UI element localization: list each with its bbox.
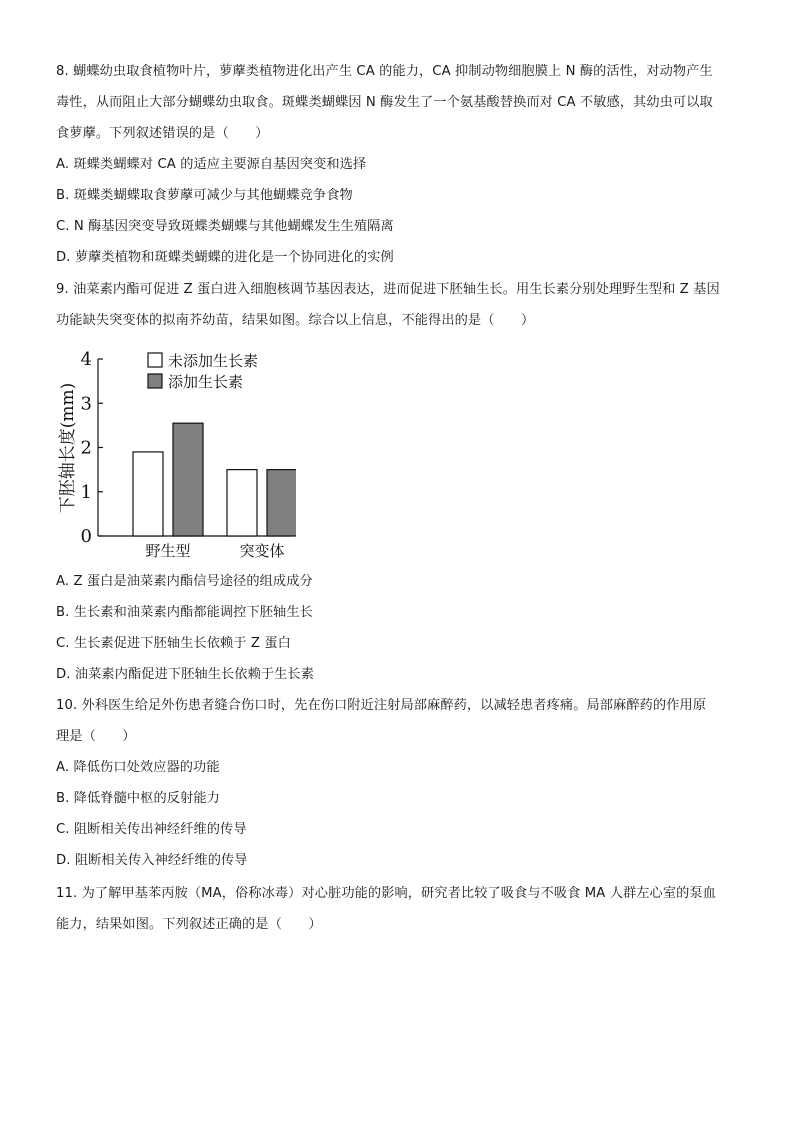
legend-swatch (148, 374, 162, 388)
q9-option-d: D. 油菜素内酯促进下胚轴生长依赖于生长素 (56, 667, 315, 682)
q9-stem-line-1: 9. 油菜素内酯可促进 Z 蛋白进入细胞核调节基因表达，进而促进下胚轴生长。用生长素分别处理野生型和 Z 基因 (56, 282, 720, 297)
y-tick-label: 0 (80, 526, 92, 547)
chart-bars (133, 423, 296, 536)
q9-stem-line-2: 功能缺失突变体的拟南芥幼苗，结果如图。综合以上信息，不能得出的是（ ） (56, 313, 535, 328)
q10-stem-line-2: 理是（ ） (56, 729, 136, 744)
y-axis-label: 下胚轴长度(mm) (58, 382, 78, 514)
legend-swatch (148, 353, 162, 367)
q8-stem-line-1: 8. 蝴蝶幼虫取食植物叶片，萝藦类植物进化出产生 CA 的能力，CA 抑制动物细胞膜上 N 酶的活性，对动物产生 (56, 64, 713, 79)
q8-stem-line-3: 食萝藦。下列叙述错误的是（ ） (56, 126, 269, 141)
y-tick-label: 2 (80, 437, 92, 459)
y-tick-label: 4 (80, 349, 92, 370)
q10-option-d: D. 阻断相关传入神经纤维的传导 (56, 853, 248, 868)
q10-option-b: B. 降低脊髓中枢的反射能力 (56, 791, 220, 806)
legend-label: 添加生长素 (168, 373, 244, 391)
q8-option-d: D. 萝藦类植物和斑蝶类蝴蝶的进化是一个协同进化的实例 (56, 250, 394, 265)
x-tick-label: 野生型 (145, 542, 191, 560)
q10-stem-line-1: 10. 外科医生给足外伤患者缝合伤口时，先在伤口附近注射局部麻醉药，以减轻患者疼痛。局部麻醉药的作用原 (56, 698, 707, 713)
x-tick-label: 突变体 (239, 542, 285, 560)
bar (227, 470, 257, 536)
y-tick-label: 1 (80, 481, 92, 503)
bar (267, 470, 296, 536)
bar (133, 452, 163, 536)
q8-stem-line-2: 毒性，从而阻止大部分蝴蝶幼虫取食。斑蝶类蝴蝶因 N 酶发生了一个氨基酸替换而对 CA 不敏感，其幼虫可以取 (56, 95, 713, 110)
q10-option-a: A. 降低伤口处效应器的功能 (56, 760, 220, 775)
q11-stem-line-2: 能力，结果如图。下列叙述正确的是（ ） (56, 917, 322, 932)
hypocotyl-bar-chart (56, 344, 296, 564)
q9-option-b: B. 生长素和油菜素内酯都能调控下胚轴生长 (56, 605, 313, 620)
q9-option-c: C. 生长素促进下胚轴生长依赖于 Z 蛋白 (56, 636, 291, 651)
q10-option-c: C. 阻断相关传出神经纤维的传导 (56, 822, 247, 837)
bar (173, 423, 203, 536)
q8-option-b: B. 斑蝶类蝴蝶取食萝藦可减少与其他蝴蝶竞争食物 (56, 188, 353, 203)
q8-option-c: C. N 酶基因突变导致斑蝶类蝴蝶与其他蝴蝶发生生殖隔离 (56, 219, 394, 234)
q11-stem-line-1: 11. 为了解甲基苯丙胺（MA，俗称冰毒）对心脏功能的影响，研究者比较了吸食与不吸食 MA 人群左心室的泵血 (56, 886, 716, 901)
chart-legend (148, 352, 258, 391)
q8-option-a: A. 斑蝶类蝴蝶对 CA 的适应主要源自基因突变和选择 (56, 157, 367, 172)
q9-option-a: A. Z 蛋白是油菜素内酯信号途径的组成成分 (56, 574, 313, 589)
legend-label: 未添加生长素 (168, 352, 259, 370)
y-tick-label: 3 (80, 393, 92, 415)
